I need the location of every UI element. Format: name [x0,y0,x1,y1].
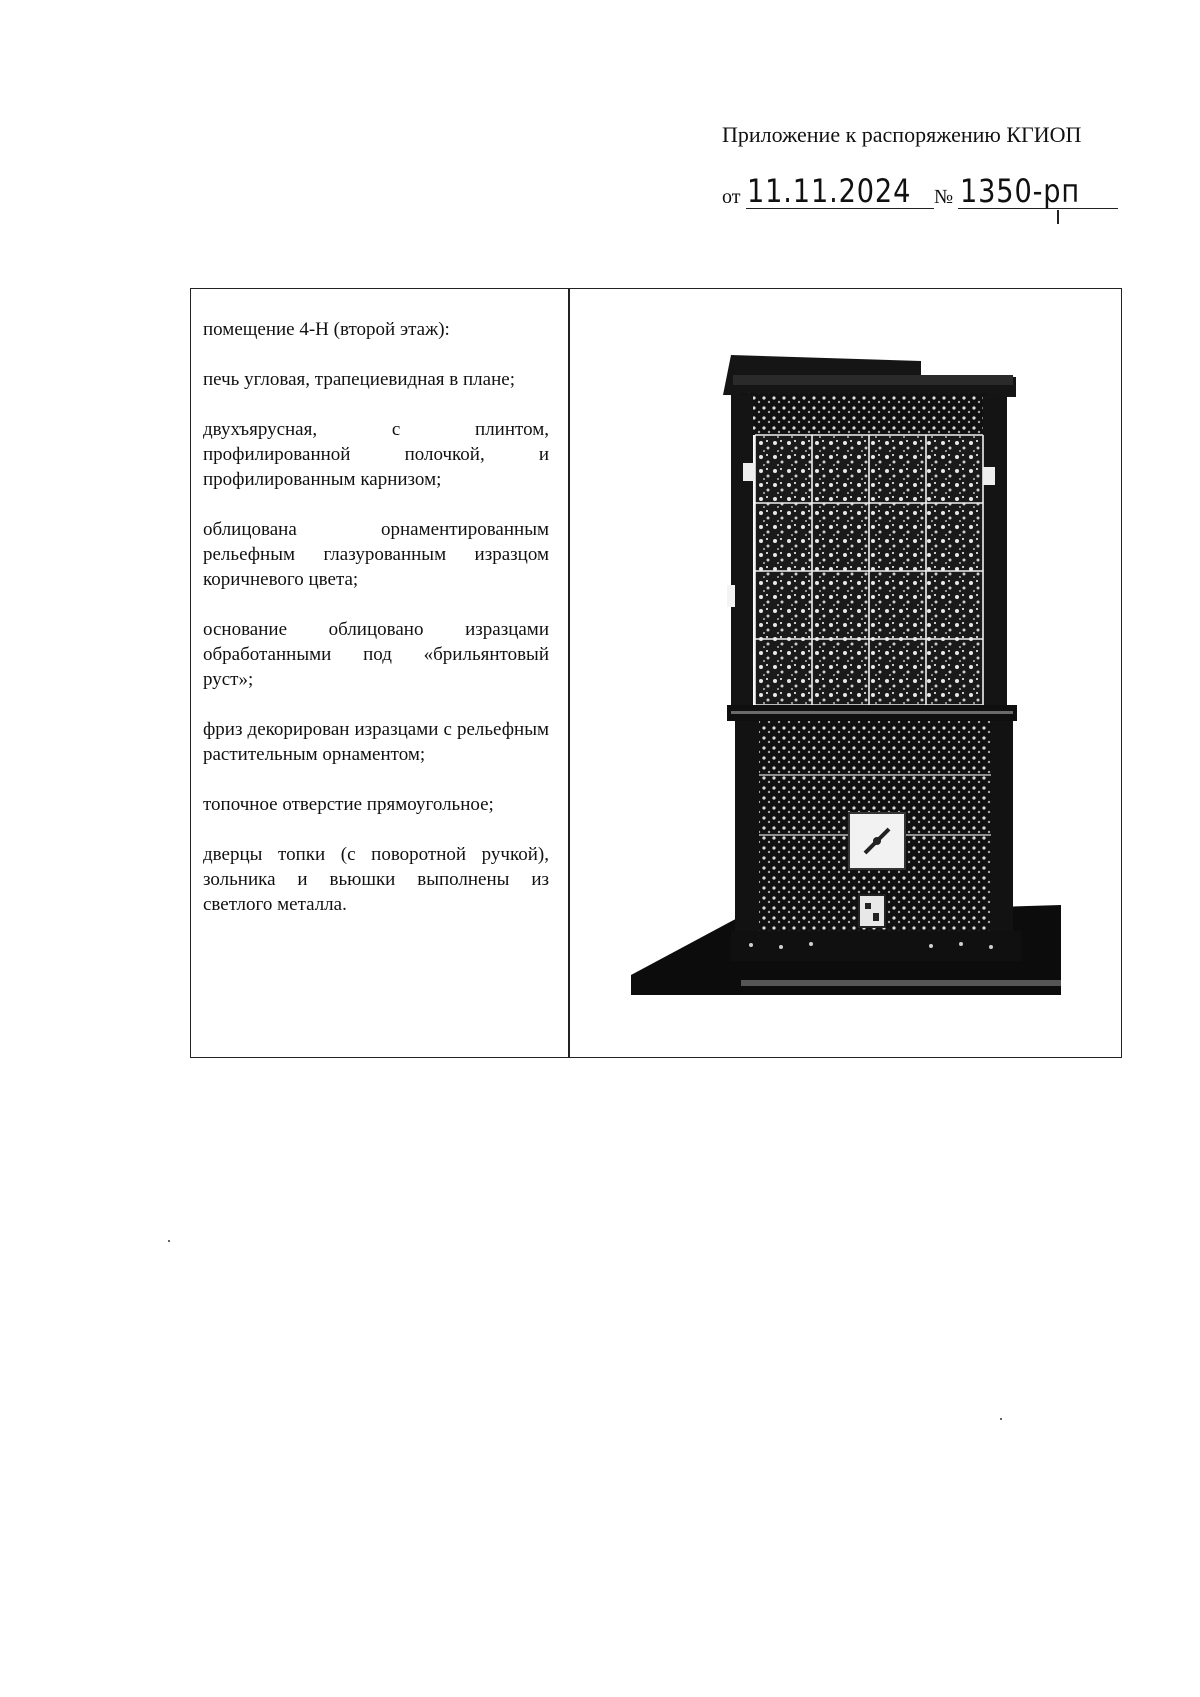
order-reference [722,172,1122,212]
column-divider [568,289,570,1057]
date-prefix: от [722,186,741,208]
paragraph-room: помещение 4-Н (второй этаж): [203,319,450,340]
paragraph-cladding: облицована орнаментированным рельефным глазурованным изразцом коричневого цвета; [203,519,549,590]
paragraph-shape: печь угловая, трапециевидная в плане; [203,369,515,390]
date-underline [746,208,934,209]
order-number: 1350-рп [960,172,1081,210]
number-prefix: № [934,186,954,208]
scan-speck [168,1240,170,1242]
tiled-stove-photo-icon [631,355,1061,995]
scan-speck [1000,1418,1002,1420]
paragraph-doors: дверцы топки (с поворотной ручкой), зольника и вьюшки выполнены из светлого металла. [203,844,549,915]
order-date: 11.11.2024 [747,172,912,210]
paragraph-base: основание облицовано изразцами обработанными под «брильянтовый руст»; [203,619,549,690]
description-table [190,288,1122,1058]
paragraph-frieze: фриз декорирован изразцами с рельефным растительным орнаментом; [203,719,549,765]
number-underline [958,208,1118,209]
appendix-title: Приложение к распоряжению КГИОП [722,122,1082,147]
description-text [203,317,549,942]
paragraph-firebox: топочное отверстие прямоугольное; [203,794,494,815]
handwriting-stroke [1057,210,1059,224]
paragraph-structure: двухъярусная, с плинтом, профилированной полочкой, и профилированным карнизом; [203,419,549,490]
